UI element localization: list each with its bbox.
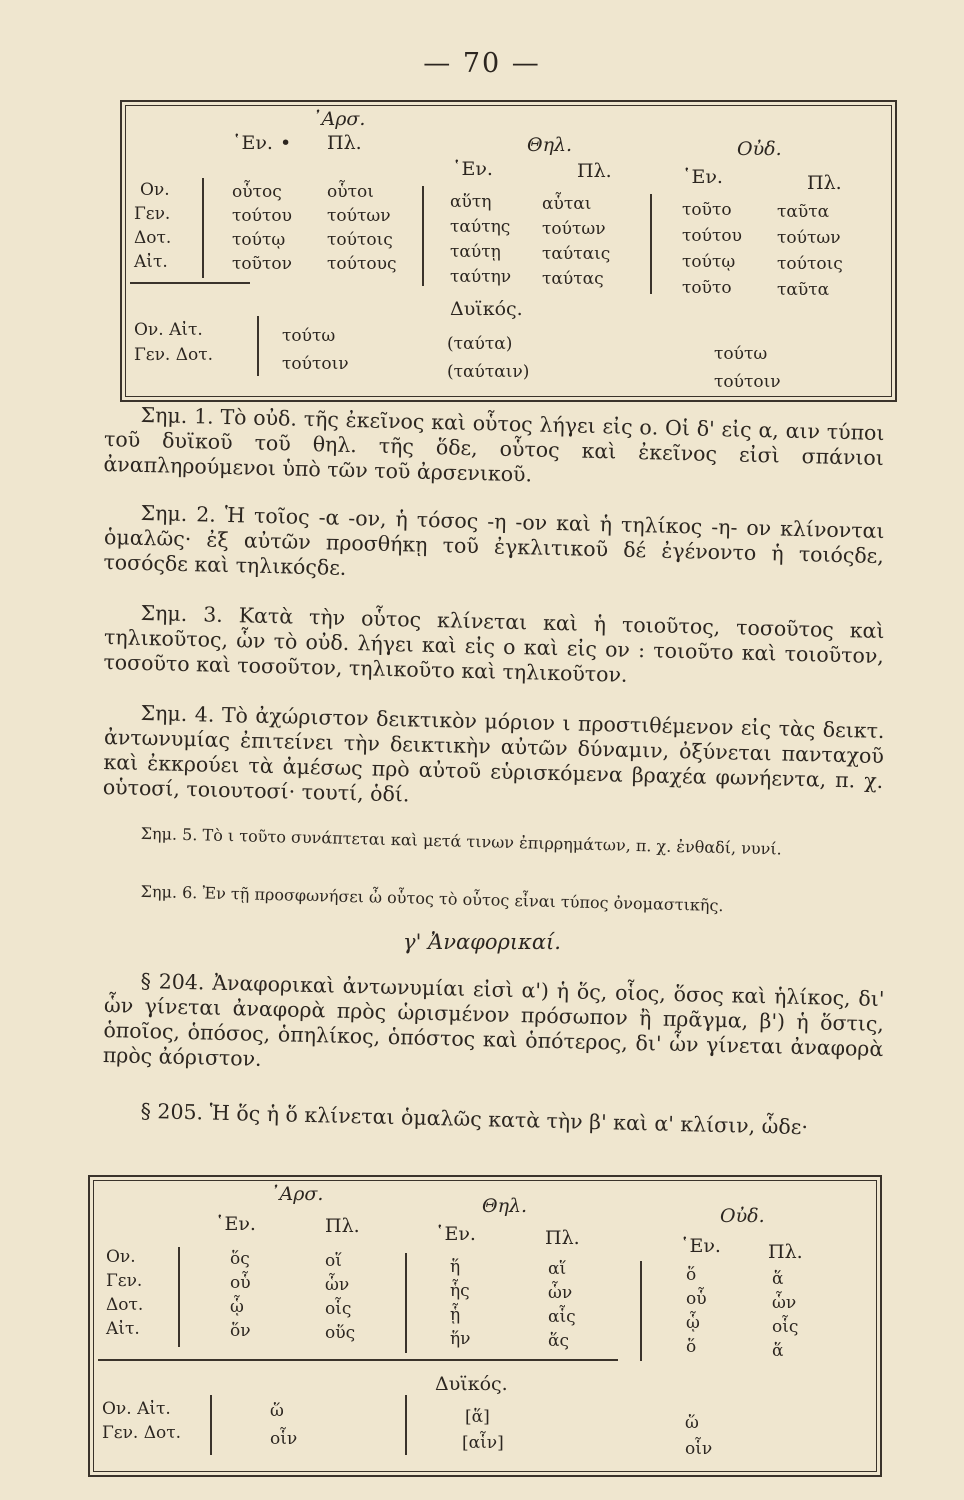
feminine-header: Θηλ.: [482, 1195, 528, 1217]
dual-form: οἷν: [270, 1429, 298, 1449]
dual-form: τούτω: [714, 344, 768, 364]
form: ὧν: [325, 1275, 350, 1295]
separator-dot: •: [280, 132, 292, 154]
case-label: Αἰτ.: [106, 1319, 140, 1339]
row-divider: [130, 282, 250, 284]
dual-form: τούτω: [282, 326, 336, 346]
dual-form: (ταύτα): [447, 334, 513, 354]
masculine-header: ᾿Αρσ.: [312, 108, 366, 130]
form: τούτῳ: [232, 230, 286, 250]
form: τούτων: [327, 206, 391, 226]
plural-header: Πλ.: [768, 1241, 803, 1263]
form: τούτοις: [777, 254, 843, 274]
form: τούτου: [232, 206, 292, 226]
form: τούτου: [682, 226, 742, 246]
neuter-header: Οὐδ.: [737, 138, 782, 160]
plural-header: Πλ.: [807, 172, 842, 194]
dual-label: Δυϊκός.: [435, 1373, 508, 1395]
singular-header: ῾Εν.: [682, 166, 723, 188]
plural-header: Πλ.: [327, 132, 362, 154]
dual-case-label: Ον. Αἰτ.: [102, 1399, 171, 1419]
case-label: Ον.: [106, 1247, 136, 1267]
form: ὅν: [230, 1321, 251, 1341]
form: ᾗ: [450, 1305, 461, 1325]
column-divider: [650, 194, 652, 294]
form: ἅς: [548, 1331, 570, 1351]
form: τοῦτο: [682, 200, 732, 220]
form: τοῦτον: [232, 254, 292, 274]
section-heading: γ' Ἀναφορικαί.: [403, 930, 561, 954]
form: οὗτοι: [327, 182, 374, 202]
form: ταύταις: [542, 244, 611, 264]
column-divider: [202, 178, 204, 278]
dual-form: τούτοιν: [714, 372, 781, 392]
dual-form: (ταύταιν): [447, 362, 530, 382]
form: αἷς: [548, 1307, 576, 1327]
form: τούτοις: [327, 230, 393, 250]
column-divider: [257, 316, 259, 376]
case-label: Γεν.: [134, 204, 171, 224]
form: ταύτην: [450, 267, 512, 287]
note-1: Σημ. 1. Τὸ οὐδ. τῆς ἐκεῖνος καὶ οὗτος λήγει εἰς ο. Οἱ δ' εἰς α, αιν τύποι τοῦ δυϊκοῦ τοῦ θηλ. τῆς ὅδε, οὗτος καὶ ἐκεῖνος εἰσὶ σπάνιοι ἀναπληρούμενοι ὑπὸ τῶν τοῦ ἀρσενικοῦ.: [103, 402, 885, 487]
case-label: Δοτ.: [134, 228, 172, 248]
paragraph-204: § 204. Ἀναφορικαὶ ἀντωνυμίαι εἰσὶ α') ἡ ὅς, οἷος, ὅσος καὶ ἡλίκος, δι' ὧν γίνεται ἀναφορὰ πρὸς ὡρισμένον πρόσωπον ἢ πρᾶγμα, β') ἡ ὅστις, ὁποῖος, ὁπόσος, ὁπηλίκος, ὁπόστος καὶ ὁπότερος, δι' ὧν γίνεται ἀναφορὰ πρὸς ἀόριστον.: [102, 968, 885, 1071]
note-2: Σημ. 2. Ἡ τοῖος -α -ον, ἡ τόσος -η -ον καὶ ἡ τηλίκος -η- ον κλίνονται ὁμαλῶς· ἐξ αὐτῶν προσθήκῃ τοῦ ἐγκλιτικοῦ δέ ἐγένοντο ἡ τοιόςδε, τοσόςδε καὶ τηλικόςδε.: [103, 500, 885, 580]
form: ταῦτα: [777, 280, 830, 300]
dual-label: Δυϊκός.: [450, 298, 523, 320]
singular-header: ῾Εν.: [232, 132, 273, 154]
form: ἧς: [450, 1281, 470, 1301]
form: ταύτας: [542, 269, 604, 289]
column-divider: [210, 1395, 212, 1455]
dual-case-label: Γεν. Δοτ.: [102, 1423, 182, 1443]
neuter-header: Οὐδ.: [720, 1205, 765, 1227]
form: ὅ: [686, 1265, 697, 1285]
form: τούτῳ: [682, 252, 736, 272]
form: ᾧ: [686, 1313, 700, 1333]
form: οἷς: [772, 1317, 799, 1337]
form: οἵ: [325, 1251, 342, 1271]
plural-header: Πλ.: [577, 160, 612, 182]
column-divider: [405, 1253, 407, 1353]
dual-form: ὥ: [270, 1401, 284, 1421]
note-5: Σημ. 5. Τὸ ι τοῦτο συνάπτεται καὶ μετά τινων ἐπιρρημάτων, π. χ. ἐνθαδί, νυνί.: [140, 823, 782, 859]
form: ἅ: [772, 1341, 784, 1361]
note-6: Σημ. 6. Ἐν τῇ προσφωνήσει ὦ οὗτος τὸ οὗτος εἶναι τύπος ὀνομαστικῆς.: [140, 881, 724, 916]
form: ταύτῃ: [450, 242, 501, 262]
form: ἥν: [450, 1329, 471, 1349]
form: αὕτη: [450, 192, 492, 212]
plural-header: Πλ.: [545, 1227, 580, 1249]
form: ἅ: [772, 1269, 784, 1289]
form: τούτων: [777, 228, 841, 248]
form: οὕς: [325, 1323, 356, 1343]
case-label: Ον.: [140, 180, 170, 200]
singular-header: ῾Εν.: [215, 1213, 256, 1235]
form: τούτους: [327, 254, 397, 274]
demonstrative-declension-table: [120, 100, 897, 402]
dual-form: [αἷν]: [462, 1433, 504, 1453]
page-number: — 70 —: [423, 48, 541, 79]
form: τούτων: [542, 219, 606, 239]
form: οὗτος: [232, 182, 282, 202]
note-3: Σημ. 3. Κατὰ τὴν οὗτος κλίνεται καὶ ἡ τοιοῦτος, τοσοῦτος καὶ τηλικοῦτος, ὧν τὸ οὐδ. λήγει καὶ εἰς ο καὶ εἰς ον : τοιοῦτο καὶ τοιοῦτον, τοσοῦτο καὶ τοσοῦτον, τηλικοῦτο καὶ τηλικοῦτον.: [103, 600, 885, 687]
form: ὧν: [548, 1283, 573, 1303]
case-label: Δοτ.: [106, 1295, 144, 1315]
form: ἥ: [450, 1257, 461, 1277]
plural-header: Πλ.: [325, 1215, 360, 1237]
form: ταύτης: [450, 217, 511, 237]
form: τοῦτο: [682, 278, 732, 298]
singular-header: ῾Εν.: [452, 158, 493, 180]
form: οἷς: [325, 1299, 352, 1319]
row-divider: [98, 1359, 618, 1361]
form: ὅς: [230, 1249, 250, 1269]
singular-header: ῾Εν.: [680, 1235, 721, 1257]
column-divider: [178, 1247, 180, 1347]
form: οὗ: [686, 1289, 707, 1309]
paragraph-205: § 205. Ἡ ὅς ἡ ὅ κλίνεται ὁμαλῶς κατὰ τὴν β' καὶ α' κλίσιν, ὧδε·: [140, 1098, 809, 1140]
masculine-header: ᾿Αρσ.: [270, 1183, 324, 1205]
form: ὅ: [686, 1337, 697, 1357]
case-label: Αἰτ.: [134, 252, 168, 272]
column-divider: [640, 1261, 642, 1361]
form: αἵ: [548, 1259, 567, 1279]
form: ταῦτα: [777, 202, 830, 222]
dual-form: ὥ: [685, 1413, 699, 1433]
column-divider: [422, 186, 424, 286]
note-4: Σημ. 4. Τὸ ἀχώριστον δεικτικὸν μόριον ι προστιθέμενον εἰς τὰς δεικτ. ἀντωνυμίας ἐπιτείνει τὴν δεικτικὴν αὐτῶν δύναμιν, ὀξύνεται πανταχοῦ καὶ ἐκκρούει τὰ ἀμέσως πρὸ αὐτοῦ εὑρισκόμενα βραχέα φωνήεντα, π. χ. οὑτοσί, τοιουτοσί· τουτί, ὁδί.: [102, 700, 885, 807]
relative-declension-table: [88, 1175, 882, 1477]
form: οὗ: [230, 1273, 251, 1293]
dual-form: τούτοιν: [282, 354, 349, 374]
feminine-header: Θηλ.: [527, 134, 573, 156]
dual-form: οἷν: [685, 1439, 713, 1459]
form: ᾧ: [230, 1297, 244, 1317]
case-label: Γεν.: [106, 1271, 143, 1291]
column-divider: [405, 1395, 407, 1455]
form: αὗται: [542, 194, 592, 214]
dual-form: [ἅ]: [465, 1407, 490, 1427]
form: ὧν: [772, 1293, 797, 1313]
singular-header: ῾Εν.: [435, 1223, 476, 1245]
dual-case-label: Ον. Αἰτ.: [134, 320, 203, 340]
dual-case-label: Γεν. Δοτ.: [134, 345, 214, 365]
